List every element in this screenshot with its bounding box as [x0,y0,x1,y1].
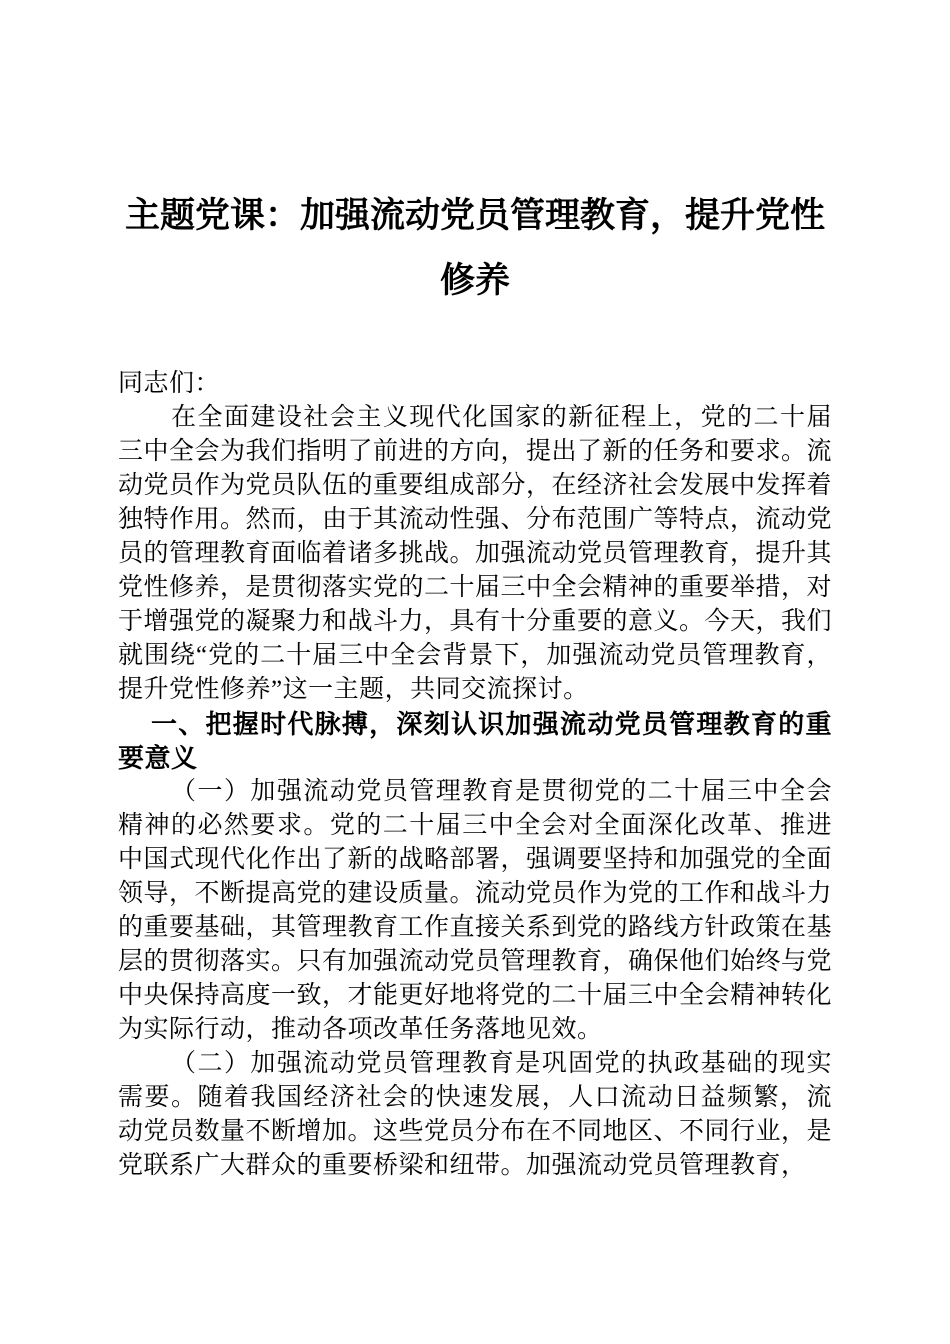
section-heading-1: 一、把握时代脉搏，深刻认识加强流动党员管理教育的重要意义 [118,709,832,773]
point-2-lead: （二）加强流动党员管理教育是巩固党的执政基础的现实需要。 [118,1050,832,1111]
salutation: 同志们： [118,370,221,397]
document-title: 主题党课：加强流动党员管理教育，提升党性修养 [124,196,825,300]
document-body [118,367,832,1183]
point-1-lead: （一）加强流动党员管理教育是贯彻党的二十届三中全会精神的必然要求。 [118,778,832,839]
document-content [0,183,950,1183]
intro-paragraph: 在全面建设社会主义现代化国家的新征程上，党的二十届三中全会为我们指明了前进的方向，提出了新的任务和要求。流动党员作为党员队伍的重要组成部分，在经济社会发展中发挥着独特作用。然而，由于其流动性强、分布范围广等特点，流动党员的管理教育面临着诸多挑战。加强流动党员管理教育，提升其党性修养，是贯彻落实党的二十届三中全会精神的重要举措，对于增强党的凝聚力和战斗力，具有十分重要的意义。今天，我们就围绕“党的二十届三中全会背景下，加强流动党员管理教育，提升党性修养”这一主题，共同交流探讨。 [118,404,833,703]
point-paragraph-2 [118,1047,832,1183]
point-paragraph-1 [118,775,832,1047]
point-1-text: 党的二十届三中全会对全面深化改革、推进中国式现代化作出了新的战略部署，强调要坚持和加强党的全面领导，不断提高党的建设质量。流动党员作为党的工作和战斗力的重要基础，其管理教育工作直接关系到党的路线方针政策在基层的贯彻落实。只有加强流动党员管理教育，确保他们始终与党中央保持高度一致，才能更好地将党的二十届三中全会精神转化为实际行动，推动各项改革任务落地见效。 [118,812,833,1043]
point-2-text: 随着我国经济社会的快速发展，人口流动日益频繁，流动党员数量不断增加。这些党员分布在不同地区、不同行业，是党联系广大群众的重要桥梁和纽带。加强流动党员管理教育， [118,1084,833,1179]
